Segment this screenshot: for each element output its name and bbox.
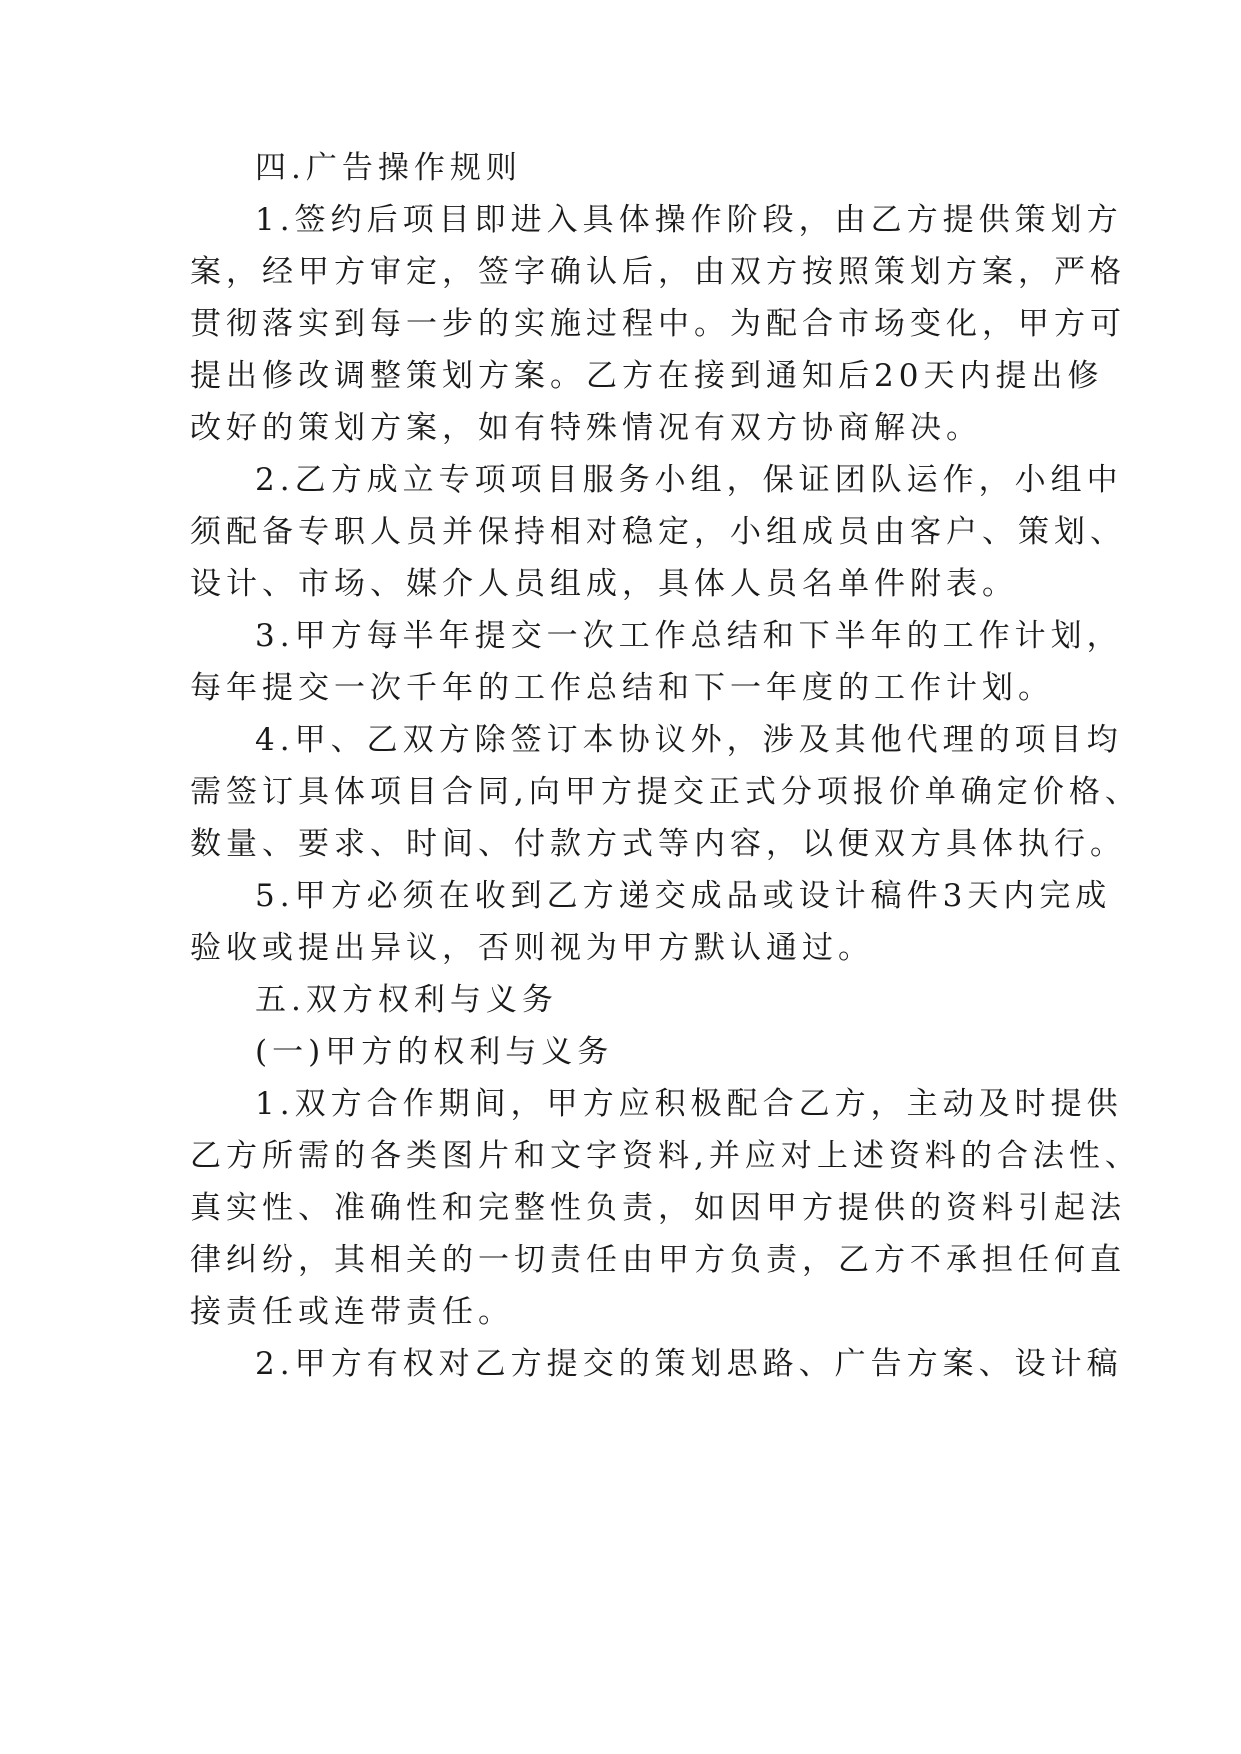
paragraph-line: 数量、要求、时间、付款方式等内容，以便双方具体执行。 [190,826,1126,862]
paragraph-line: 律纠纷，其相关的一切责任由甲方负责，乙方不承担任何直 [190,1242,1126,1278]
paragraph-line: 需签订具体项目合同,向甲方提交正式分项报价单确定价格、 [190,774,1141,810]
paragraph-line: 1.双方合作期间，甲方应积极配合乙方，主动及时提供 [255,1086,1123,1122]
section-heading-4: 四.广告操作规则 [255,150,522,186]
paragraph-line: 2.甲方有权对乙方提交的策划思路、广告方案、设计稿 [255,1346,1123,1382]
paragraph-line: 须配备专职人员并保持相对稳定，小组成员由客户、策划、 [190,514,1126,550]
section-heading-5: 五.双方权利与义务 [255,982,558,1018]
paragraph-line: 案，经甲方审定，签字确认后，由双方按照策划方案，严格 [190,254,1126,290]
paragraph-line: 3.甲方每半年提交一次工作总结和下半年的工作计划， [255,618,1123,654]
paragraph-line: 设计、市场、媒介人员组成，具体人员名单件附表。 [190,566,1018,602]
paragraph-line: 验收或提出异议，否则视为甲方默认通过。 [190,930,874,966]
subsection-heading: (一)甲方的权利与义务 [255,1034,614,1070]
paragraph-line: 提出修改调整策划方案。乙方在接到通知后20天内提出修 [190,358,1104,394]
paragraph-line: 每年提交一次千年的工作总结和下一年度的工作计划。 [190,670,1054,706]
paragraph-line: 4.甲、乙双方除签订本协议外，涉及其他代理的项目均 [255,722,1123,758]
paragraph-line: 乙方所需的各类图片和文字资料,并应对上述资料的合法性、 [190,1138,1141,1174]
paragraph-line: 5.甲方必须在收到乙方递交成品或设计稿件3天内完成 [255,878,1112,914]
paragraph-line: 贯彻落实到每一步的实施过程中。为配合市场变化，甲方可 [190,306,1126,342]
paragraph-line: 真实性、准确性和完整性负责，如因甲方提供的资料引起法 [190,1190,1126,1226]
paragraph-line: 2.乙方成立专项项目服务小组，保证团队运作，小组中 [255,462,1123,498]
paragraph-line: 1.签约后项目即进入具体操作阶段，由乙方提供策划方 [255,202,1123,238]
paragraph-line: 改好的策划方案，如有特殊情况有双方协商解决。 [190,410,982,446]
paragraph-line: 接责任或连带责任。 [190,1294,514,1330]
